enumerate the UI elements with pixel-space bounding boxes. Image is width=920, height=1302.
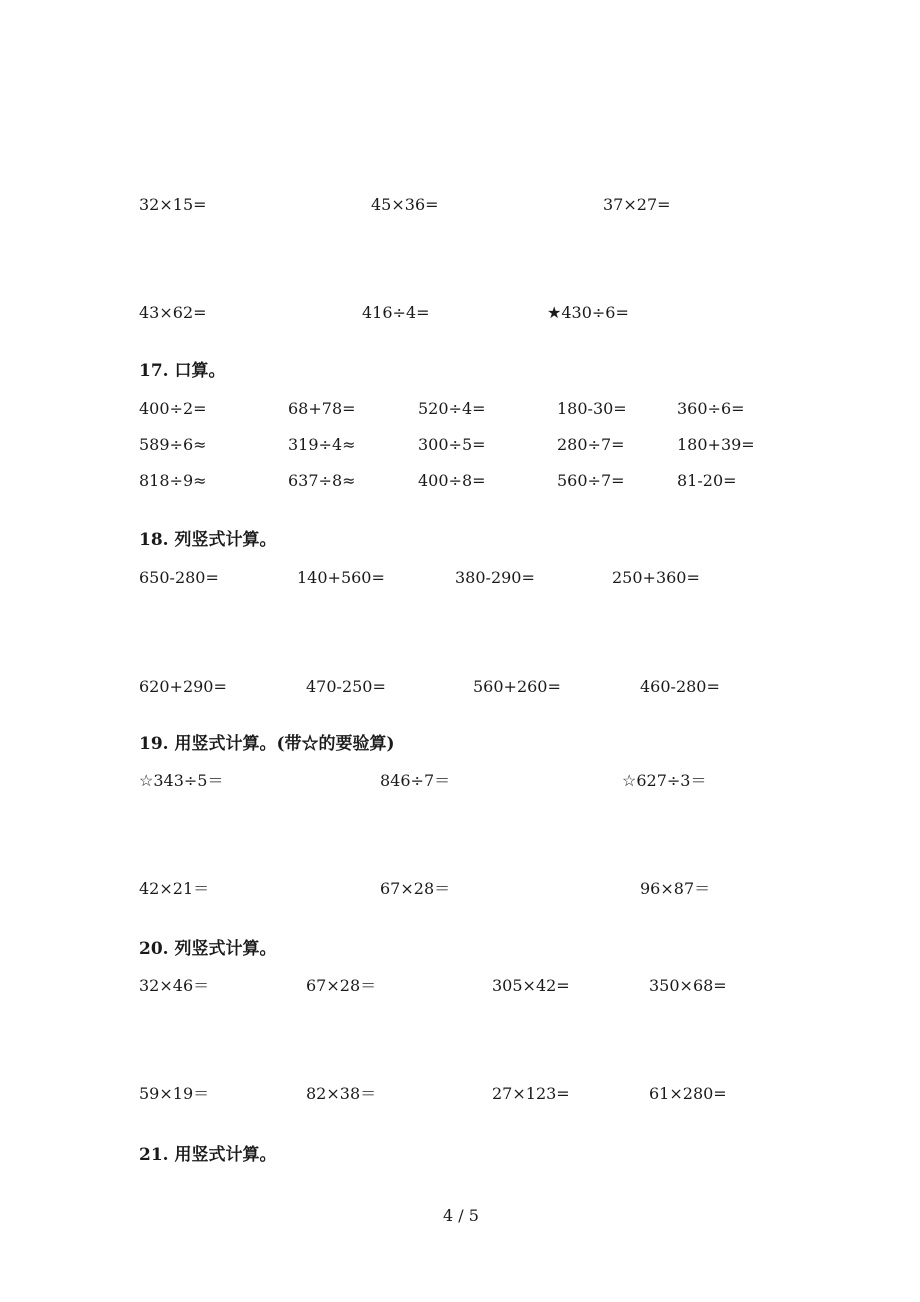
problem: 560+260= (473, 677, 561, 696)
problem: 43×62= (139, 303, 207, 322)
problem: 180-30= (557, 399, 627, 418)
question-heading: 21. 用竖式计算。 (139, 1145, 277, 1165)
page-number: 4 / 5 (443, 1206, 479, 1225)
problem: 32×46＝ (139, 976, 210, 995)
problem: 82×38＝ (306, 1084, 377, 1103)
problem: 400÷8= (418, 471, 486, 490)
problem: 380-290= (455, 568, 535, 587)
problem: ☆627÷3＝ (622, 771, 707, 790)
problem: 350×68= (649, 976, 727, 995)
problem: 818÷9≈ (139, 471, 207, 490)
problem: 520÷4= (418, 399, 486, 418)
question-heading: 18. 列竖式计算。 (139, 530, 277, 550)
problem: 81-20= (677, 471, 737, 490)
problem: 460-280= (640, 677, 720, 696)
problem: 360÷6= (677, 399, 745, 418)
problem: 37×27= (603, 195, 671, 214)
problem: 620+290= (139, 677, 227, 696)
problem: 42×21＝ (139, 879, 210, 898)
problem: 560÷7= (557, 471, 625, 490)
problem: 305×42= (492, 976, 570, 995)
problem: 589÷6≈ (139, 435, 207, 454)
problem: 250+360= (612, 568, 700, 587)
problem: 68+78= (288, 399, 356, 418)
problem: 32×15= (139, 195, 207, 214)
problem: 300÷5= (418, 435, 486, 454)
problem: ☆343÷5＝ (139, 771, 224, 790)
problem: 61×280= (649, 1084, 727, 1103)
problem: 846÷7＝ (380, 771, 451, 790)
problem: 470-250= (306, 677, 386, 696)
problem: 637÷8≈ (288, 471, 356, 490)
problem: 27×123= (492, 1084, 570, 1103)
problem: 45×36= (371, 195, 439, 214)
question-heading: 20. 列竖式计算。 (139, 939, 277, 959)
question-heading: 19. 用竖式计算。(带☆的要验算) (139, 734, 395, 754)
problem: ★430÷6= (547, 303, 629, 322)
problem: 650-280= (139, 568, 219, 587)
problem: 96×87＝ (640, 879, 711, 898)
problem: 59×19＝ (139, 1084, 210, 1103)
problem: 400÷2= (139, 399, 207, 418)
problem: 319÷4≈ (288, 435, 356, 454)
problem: 140+560= (297, 568, 385, 587)
problem: 280÷7= (557, 435, 625, 454)
problem: 67×28＝ (306, 976, 377, 995)
question-heading: 17. 口算。 (139, 361, 226, 381)
problem: 180+39= (677, 435, 755, 454)
problem: 67×28＝ (380, 879, 451, 898)
problem: 416÷4= (362, 303, 430, 322)
